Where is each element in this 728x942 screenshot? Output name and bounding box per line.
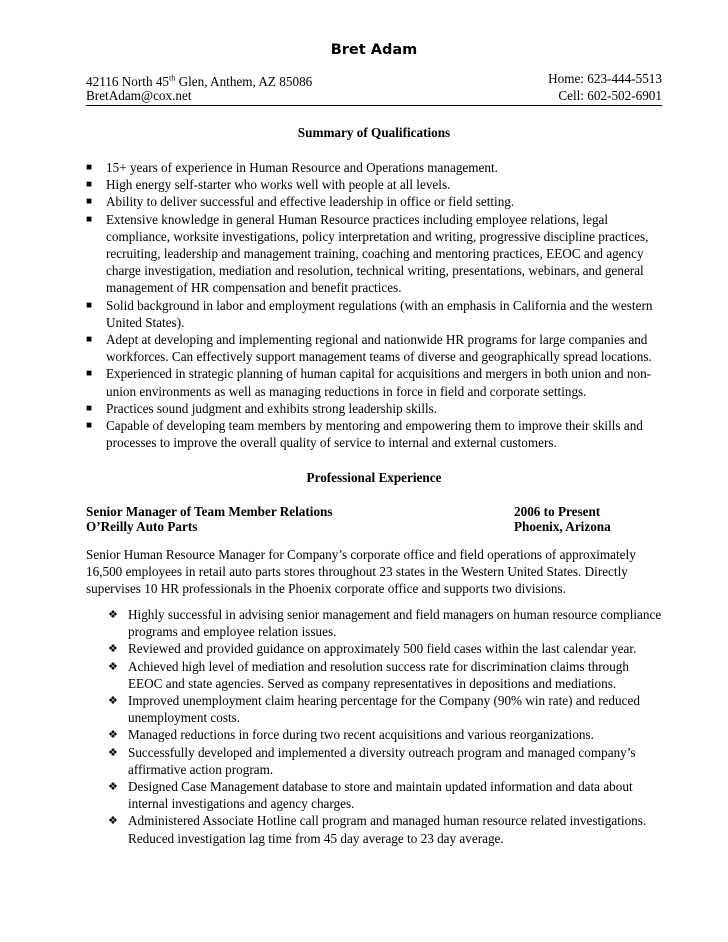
square-bullet-icon: ■ [86, 368, 93, 380]
list-item: ■ Ability to deliver successful and effective leadership in office or field setting. [86, 194, 515, 210]
list-item: ❖ Improved unemployment claim hearing percentage for the Company (90% win rate) and reduced unemployment costs. [108, 693, 640, 726]
job-description: Senior Human Resource Manager for Company’s corporate office and field operations of approximately 16,500 employees in retail auto parts stores throughout 23 states in the Western United States. Directly supervises 10 HR professionals in the Phoenix corporate office and supports two divisions. [86, 547, 636, 597]
square-bullet-icon: ■ [86, 196, 93, 208]
list-item: ❖ Successfully developed and implemented a diversity outreach program and managed company’s affirmative action program. [108, 744, 636, 777]
diamond-bullet-icon: ❖ [108, 659, 118, 673]
cell-phone: Cell: 602-502-6901 [558, 88, 662, 103]
list-item: ■ Practices sound judgment and exhibits strong leadership skills. [86, 400, 438, 416]
job-title: Senior Manager of Team Member Relations [86, 504, 333, 519]
job-dates: 2006 to Present [514, 504, 601, 519]
diamond-bullet-icon: ❖ [108, 728, 118, 742]
candidate-name: Bret Adam [330, 42, 418, 58]
list-item: ❖ Reviewed and provided guidance on approximately 500 field cases within the last calendar year. [108, 641, 637, 657]
experience-heading: Professional Experience [306, 470, 442, 485]
header-divider [86, 105, 662, 106]
list-item: ❖ Administered Associate Hotline call program and managed human resource related investigations. Reduced investigation lag time from 45 day average to 23 day average. [108, 813, 647, 846]
list-item: ❖ Highly successful in advising senior management and field managers on human resource compliance programs and employee relation issues. [108, 607, 662, 640]
job-title-row [86, 504, 662, 520]
list-item: ❖ Achieved high level of mediation and resolution success rate for discrimination claims through EEOC and state agencies. Served as company representatives in depositions and mediations. [108, 658, 629, 691]
summary-heading: Summary of Qualifications [297, 125, 451, 140]
list-item: ❖ Designed Case Management database to store and maintain updated information and data about internal investigations and agency charges. [108, 779, 633, 812]
list-item: ■ Experienced in strategic planning of human capital for acquisitions and mergers in both union and non-union environments as well as managing reductions in force in field and corporate settings. [86, 366, 652, 399]
list-item: ■ Adept at developing and implementing regional and nationwide HR programs for large companies and workforces. Can effectively support management teams of diverse and geographically spread locations. [86, 332, 652, 365]
diamond-bullet-icon: ❖ [108, 694, 118, 708]
square-bullet-icon: ■ [86, 213, 93, 225]
job-company-row [86, 519, 662, 535]
square-bullet-icon: ■ [86, 402, 93, 414]
square-bullet-icon: ■ [86, 334, 93, 346]
list-item: ❖ Managed reductions in force during two recent acquisitions and various reorganizations. [108, 727, 594, 743]
address: 42116 North 45th Glen, Anthem, AZ 85086 [86, 74, 313, 90]
company-name: O’Reilly Auto Parts [86, 519, 198, 534]
square-bullet-icon: ■ [86, 299, 93, 311]
list-item: ■ High energy self-starter who works well with people at all levels. [86, 177, 451, 193]
job-location: Phoenix, Arizona [514, 519, 611, 534]
contact-line-2 [86, 87, 662, 105]
list-item: ■ Solid background in labor and employment regulations (with an emphasis in California and the western United States). [86, 297, 653, 330]
diamond-bullet-icon: ❖ [108, 642, 118, 656]
diamond-bullet-icon: ❖ [108, 814, 118, 828]
square-bullet-icon: ■ [86, 162, 93, 173]
diamond-bullet-icon: ❖ [108, 745, 118, 759]
list-item: ■ Extensive knowledge in general Human Resource practices including employee relations, legal compliance, worksite investigations, policy interpretation and writing, progressive discipline practices, recruiting, leadership and management training, coaching and mentoring practices, EEOC and agency charge investigation, mediation and resolution, technical writing, presentations, webinars, and general management of HR compensation and benefit practices. [86, 211, 649, 296]
diamond-bullet-icon: ❖ [108, 780, 118, 794]
list-item: ■ Capable of developing team members by mentoring and empowering them to improve their skills and processes to improve the overall quality of service to internal and external customers. [86, 418, 643, 451]
square-bullet-icon: ■ [86, 179, 93, 191]
qualifications-list [86, 159, 666, 451]
square-bullet-icon: ■ [86, 420, 93, 432]
home-phone: Home: 623-444-5513 [548, 71, 662, 86]
diamond-bullet-icon: ❖ [108, 608, 118, 621]
list-item: ■ 15+ years of experience in Human Resource and Operations management. [86, 160, 498, 175]
achievements-list [108, 606, 666, 847]
email: BretAdam@cox.net [86, 88, 192, 103]
